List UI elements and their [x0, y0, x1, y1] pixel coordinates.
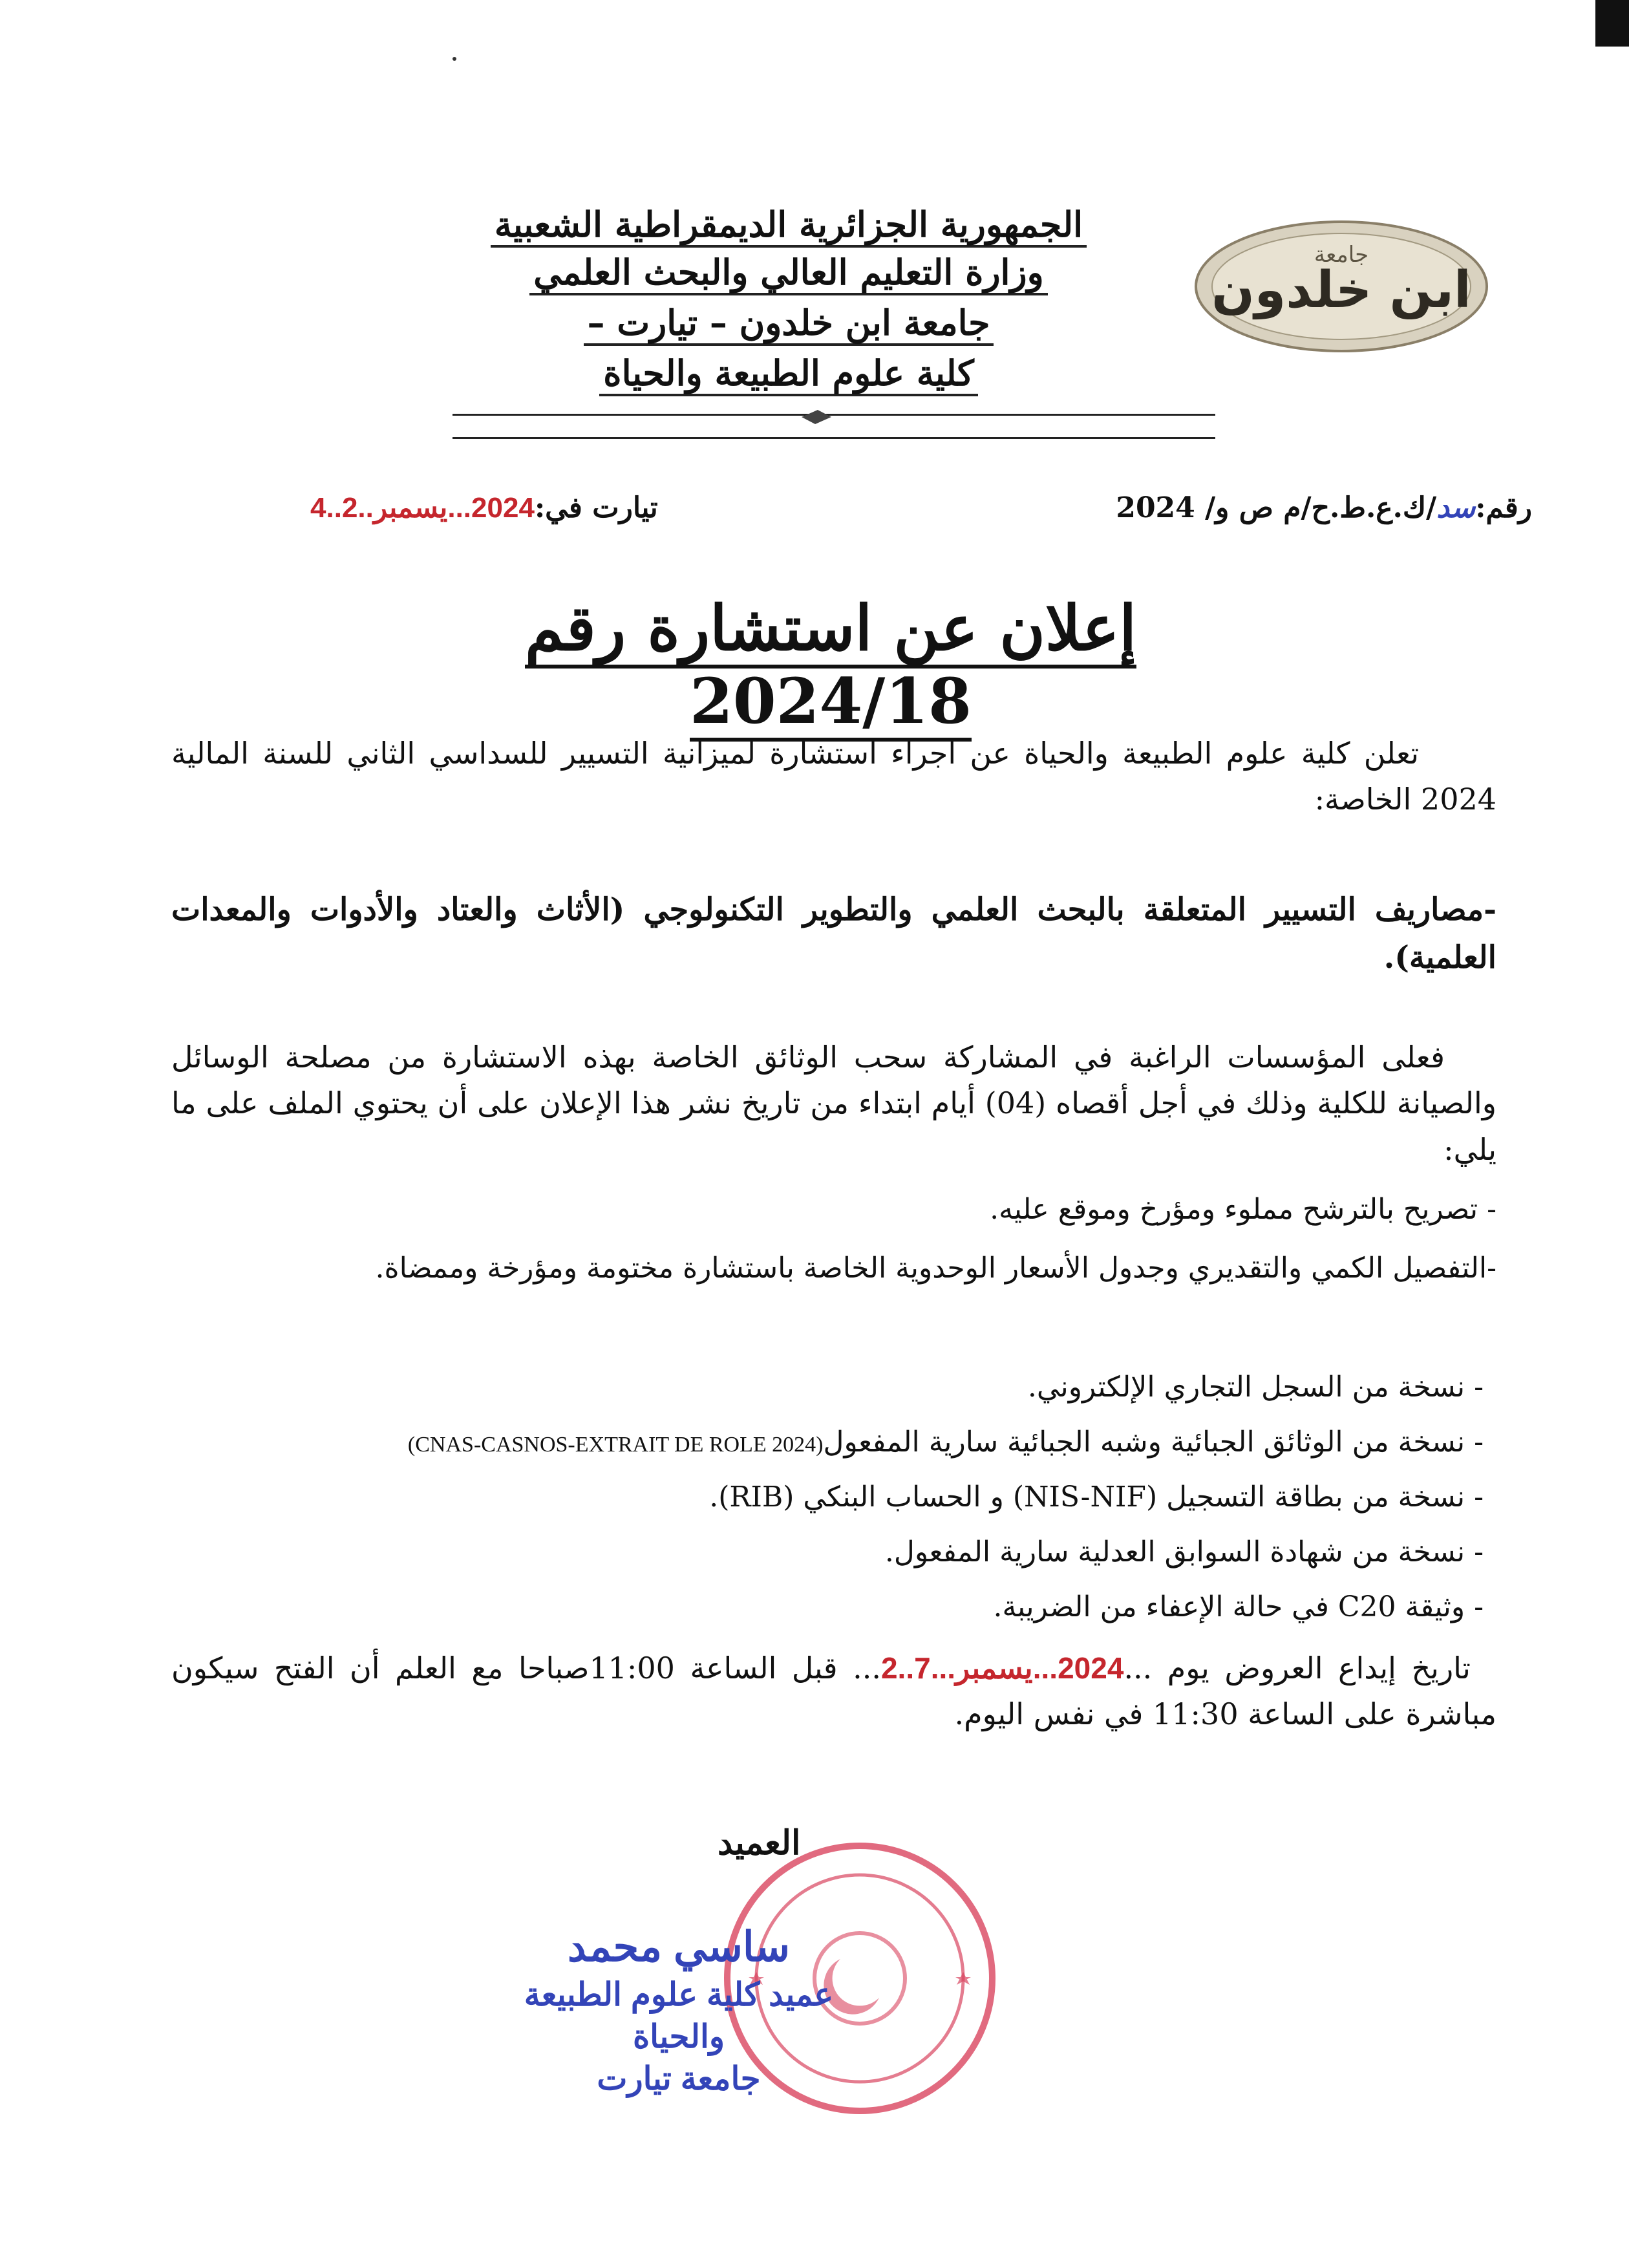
reference-number: رقم:ﺳﺪ/ك.ع.ط.ح/م ص و/ 2024	[1116, 491, 1532, 524]
deadline-date: 2024...يسمبر...7..2	[880, 1651, 1124, 1685]
deadline-paragraph: تاريخ إيداع العروض يوم ...2024...يسمبر...7..2... قبل الساعة 11:00صباحا مع العلم أن الفتح سيكون مباشرة على الساعة 11:30 في نفس اليوم.	[171, 1651, 1496, 1732]
scan-edge	[1595, 0, 1629, 47]
reference-date: تيارت في:2024...يسمبر..2..4	[310, 491, 658, 524]
logo-top-text: جامعة	[1314, 242, 1369, 268]
scan-speck	[452, 57, 456, 61]
university-logo	[1189, 217, 1493, 356]
body-paragraph: فعلى المؤسسات الراغبة في المشاركة سحب الوثائق الخاصة بهذه الاستشارة من مصلحة الوسائل والصيانة للكلية وذلك في أجل أقصاه (04) أيام ابتداء من تاريخ نشر هذا الإعلان على أن يحتوي الملف على ما يلي:	[171, 1040, 1497, 1167]
dean-role: عميد كلية علوم الطبيعة والحياة	[524, 1976, 834, 2055]
header-ornament	[800, 410, 833, 424]
header-ministry: وزارة التعليم العالي والبحث العلمي	[452, 253, 1125, 292]
intro-paragraph: تعلن كلية علوم الطبيعة والحياة عن اجراء استشارة لميزانية التسيير للسداسي الثاني للسنة المالية 2024 الخاصة:	[171, 736, 1496, 817]
dean-university: جامعة تيارت	[597, 2060, 761, 2097]
dean-stamp	[478, 1920, 879, 2100]
list-item: - نسخة من السجل التجاري الإلكتروني.	[1027, 1371, 1484, 1404]
header-rule-bottom	[452, 437, 1215, 439]
dean-name: ساسي محمد	[567, 1923, 791, 1970]
signature-title: العميد	[718, 1823, 801, 1863]
logo-main-text: ابن خلدون	[1211, 261, 1471, 319]
list-item: -التفصيل الكمي والتقديري وجدول الأسعار الوحدوية الخاصة باستشارة مختومة ومؤرخة وممضاة.	[375, 1252, 1496, 1285]
announcement-title: إعلان عن استشارة رقم 2024/18	[414, 592, 1248, 738]
header-republic: الجمهورية الجزائرية الديمقراطية الشعبية	[452, 206, 1125, 244]
list-item: - تصريح بالترشح مملوء ومؤرخ وموقع عليه.	[990, 1193, 1496, 1226]
header-university: جامعة ابن خلدون – تيارت –	[452, 304, 1125, 342]
list-item-latin: (CNAS-CASNOS-EXTRAIT DE ROLE 2024)	[407, 1433, 824, 1457]
header-rule-top	[452, 414, 1215, 416]
header-faculty: كلية علوم الطبيعة والحياة	[452, 354, 1125, 392]
list-item: - وثيقة C20 في حالة الإعفاء من الضريبة.	[993, 1590, 1484, 1623]
list-item: - نسخة من الوثائق الجبائية وشبه الجبائية سارية المفعول(CNAS-CASNOS-EXTRAIT DE ROLE 2024)	[407, 1426, 1484, 1459]
list-item: - نسخة من شهادة السوابق العدلية سارية المفعول.	[884, 1535, 1484, 1568]
list-item: - نسخة من بطاقة التسجيل (NIS-NIF) و الحساب البنكي (RIB).	[709, 1481, 1484, 1514]
subject-paragraph: -مصاريف التسيير المتعلقة بالبحث العلمي والتطوير التكنولوجي (الأثاث والعتاد والأدوات والمعدات العلمية).	[171, 892, 1496, 976]
